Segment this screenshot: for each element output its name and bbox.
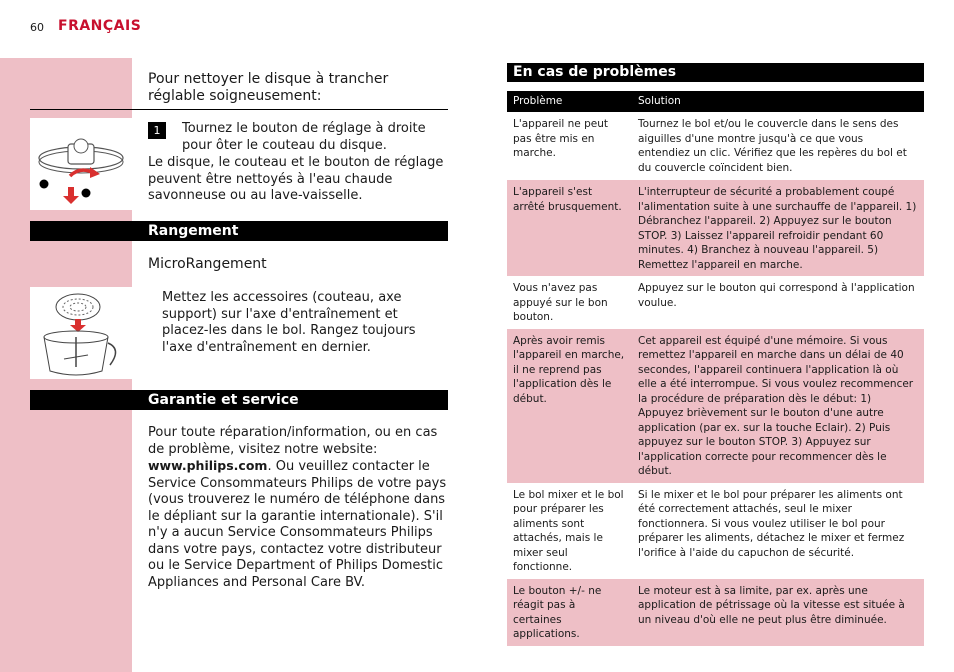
storage-subheading: MicroRangement xyxy=(148,256,267,272)
philips-website-link[interactable]: www.philips.com xyxy=(148,458,268,473)
troubleshooting-heading-bar xyxy=(507,63,924,82)
storage-heading: Rangement xyxy=(148,223,239,239)
step-number: 1 xyxy=(148,122,166,139)
clean-title: Pour nettoyer le disque à trancher réglable soigneusement: xyxy=(148,71,389,104)
divider xyxy=(30,109,448,110)
storage-text: Mettez les accessoires (couteau, axe support) sur l'axe d'entraînement et placez-les dans le bol. Rangez toujours l'axe d'entraînement en dernier. xyxy=(162,290,416,355)
solution-cell: Le moteur est à sa limite, par ex. après une application de pétrissage où la vitesse est située à un niveau d'où elle ne peut plus être diminuée. xyxy=(632,579,924,646)
solution-cell: Si le mixer et le bol pour préparer les aliments ont été correctement attachés, seul le mixer fonctionnera. Si vous voulez utiliser le bol pour préparer les aliments, détachez le mixer et fermez l'orifice à l'aide du capuchon de sécurité. xyxy=(632,483,924,579)
problem-cell: Vous n'avez pas appuyé sur le bon bouton. xyxy=(507,276,632,329)
solution-cell: Cet appareil est équipé d'une mémoire. Si vous remettez l'appareil en marche dans un délai de 40 secondes, l'appareil continuera l'application là où elle a été interrompue. Si vous voulez recommencer la procédure de préparation dès le début: 1) Appuyez brièvement sur le bouton d'une autre application (par ex. sur la touche Eclair). 2) Puis appuyez sur le bouton STOP. 3) Appuyez sur l'application correcte pour recommencer dès le début. xyxy=(632,329,924,483)
table-row xyxy=(507,483,924,579)
problem-cell: Le bouton +/- ne réagit pas à certaines applications. xyxy=(507,579,632,646)
table-row xyxy=(507,276,924,329)
pointer-arrow xyxy=(120,122,132,138)
problem-cell: Le bol mixer et le bol pour préparer les aliments sont attachés, mais le mixer seul fonctionne. xyxy=(507,483,632,579)
warranty-text-b: . Ou veuillez contacter le Service Consommateurs Philips de votre pays (vous trouverez le numéro de téléphone dans le dépliant sur la garantie internationale). S'il n'y a aucun Service Consommateurs Philips dans votre pays, contactez votre distributeur ou le Service Department of Philips Domestic Appliances and Personal Care BV. xyxy=(148,459,447,590)
bowl-storage-illustration xyxy=(30,287,132,379)
problem-cell: L'appareil ne peut pas être mis en marche. xyxy=(507,112,632,180)
solution-cell: Appuyez sur le bouton qui correspond à l'application voulue. xyxy=(632,276,924,329)
table-row xyxy=(507,112,924,180)
warranty-text xyxy=(148,425,448,591)
pointer-arrow xyxy=(120,290,132,306)
language-heading: FRANÇAIS xyxy=(58,18,142,34)
column-header-problem: Problème xyxy=(507,91,632,112)
table-row xyxy=(507,180,924,277)
table-header-row xyxy=(507,91,924,112)
column-header-solution: Solution xyxy=(632,91,924,112)
table-row xyxy=(507,329,924,483)
warranty-heading-bar xyxy=(30,390,448,410)
storage-heading-bar xyxy=(30,221,448,241)
problem-cell: L'appareil s'est arrêté brusquement. xyxy=(507,180,632,277)
troubleshooting-heading: En cas de problèmes xyxy=(513,64,677,80)
warranty-text-a: Pour toute réparation/information, ou en cas de problème, visitez notre website: xyxy=(148,425,438,457)
warranty-heading: Garantie et service xyxy=(148,392,299,408)
solution-cell: Tournez le bol et/ou le couvercle dans le sens des aiguilles d'une montre jusqu'à ce que vous entendiez un clic. Vérifiez que les repères du bol et du couvercle coïncident bien. xyxy=(632,112,924,180)
clean-paragraph: Le disque, le couteau et le bouton de réglage peuvent être nettoyés à l'eau chaude savonneuse ou au lave-vaisselle. xyxy=(148,155,444,203)
table-row xyxy=(507,579,924,646)
slicing-disc-illustration xyxy=(30,118,132,210)
troubleshooting-table xyxy=(507,91,924,646)
problem-cell: Après avoir remis l'appareil en marche, il ne reprend pas l'application dès le début. xyxy=(507,329,632,483)
page-number: 60 xyxy=(30,21,44,34)
solution-cell: L'interrupteur de sécurité a probablement coupé l'alimentation suite à une surchauffe de l'appareil. 1) Débranchez l'appareil. 2) Appuyez sur le bouton STOP. 3) Laissez l'appareil refroidir pendant 60 minutes. 4) Branchez à nouveau l'appareil. 5) Remettez l'appareil en marche. xyxy=(632,180,924,277)
step-text: Tournez le bouton de réglage à droite pour ôter le couteau du disque. xyxy=(182,121,426,153)
